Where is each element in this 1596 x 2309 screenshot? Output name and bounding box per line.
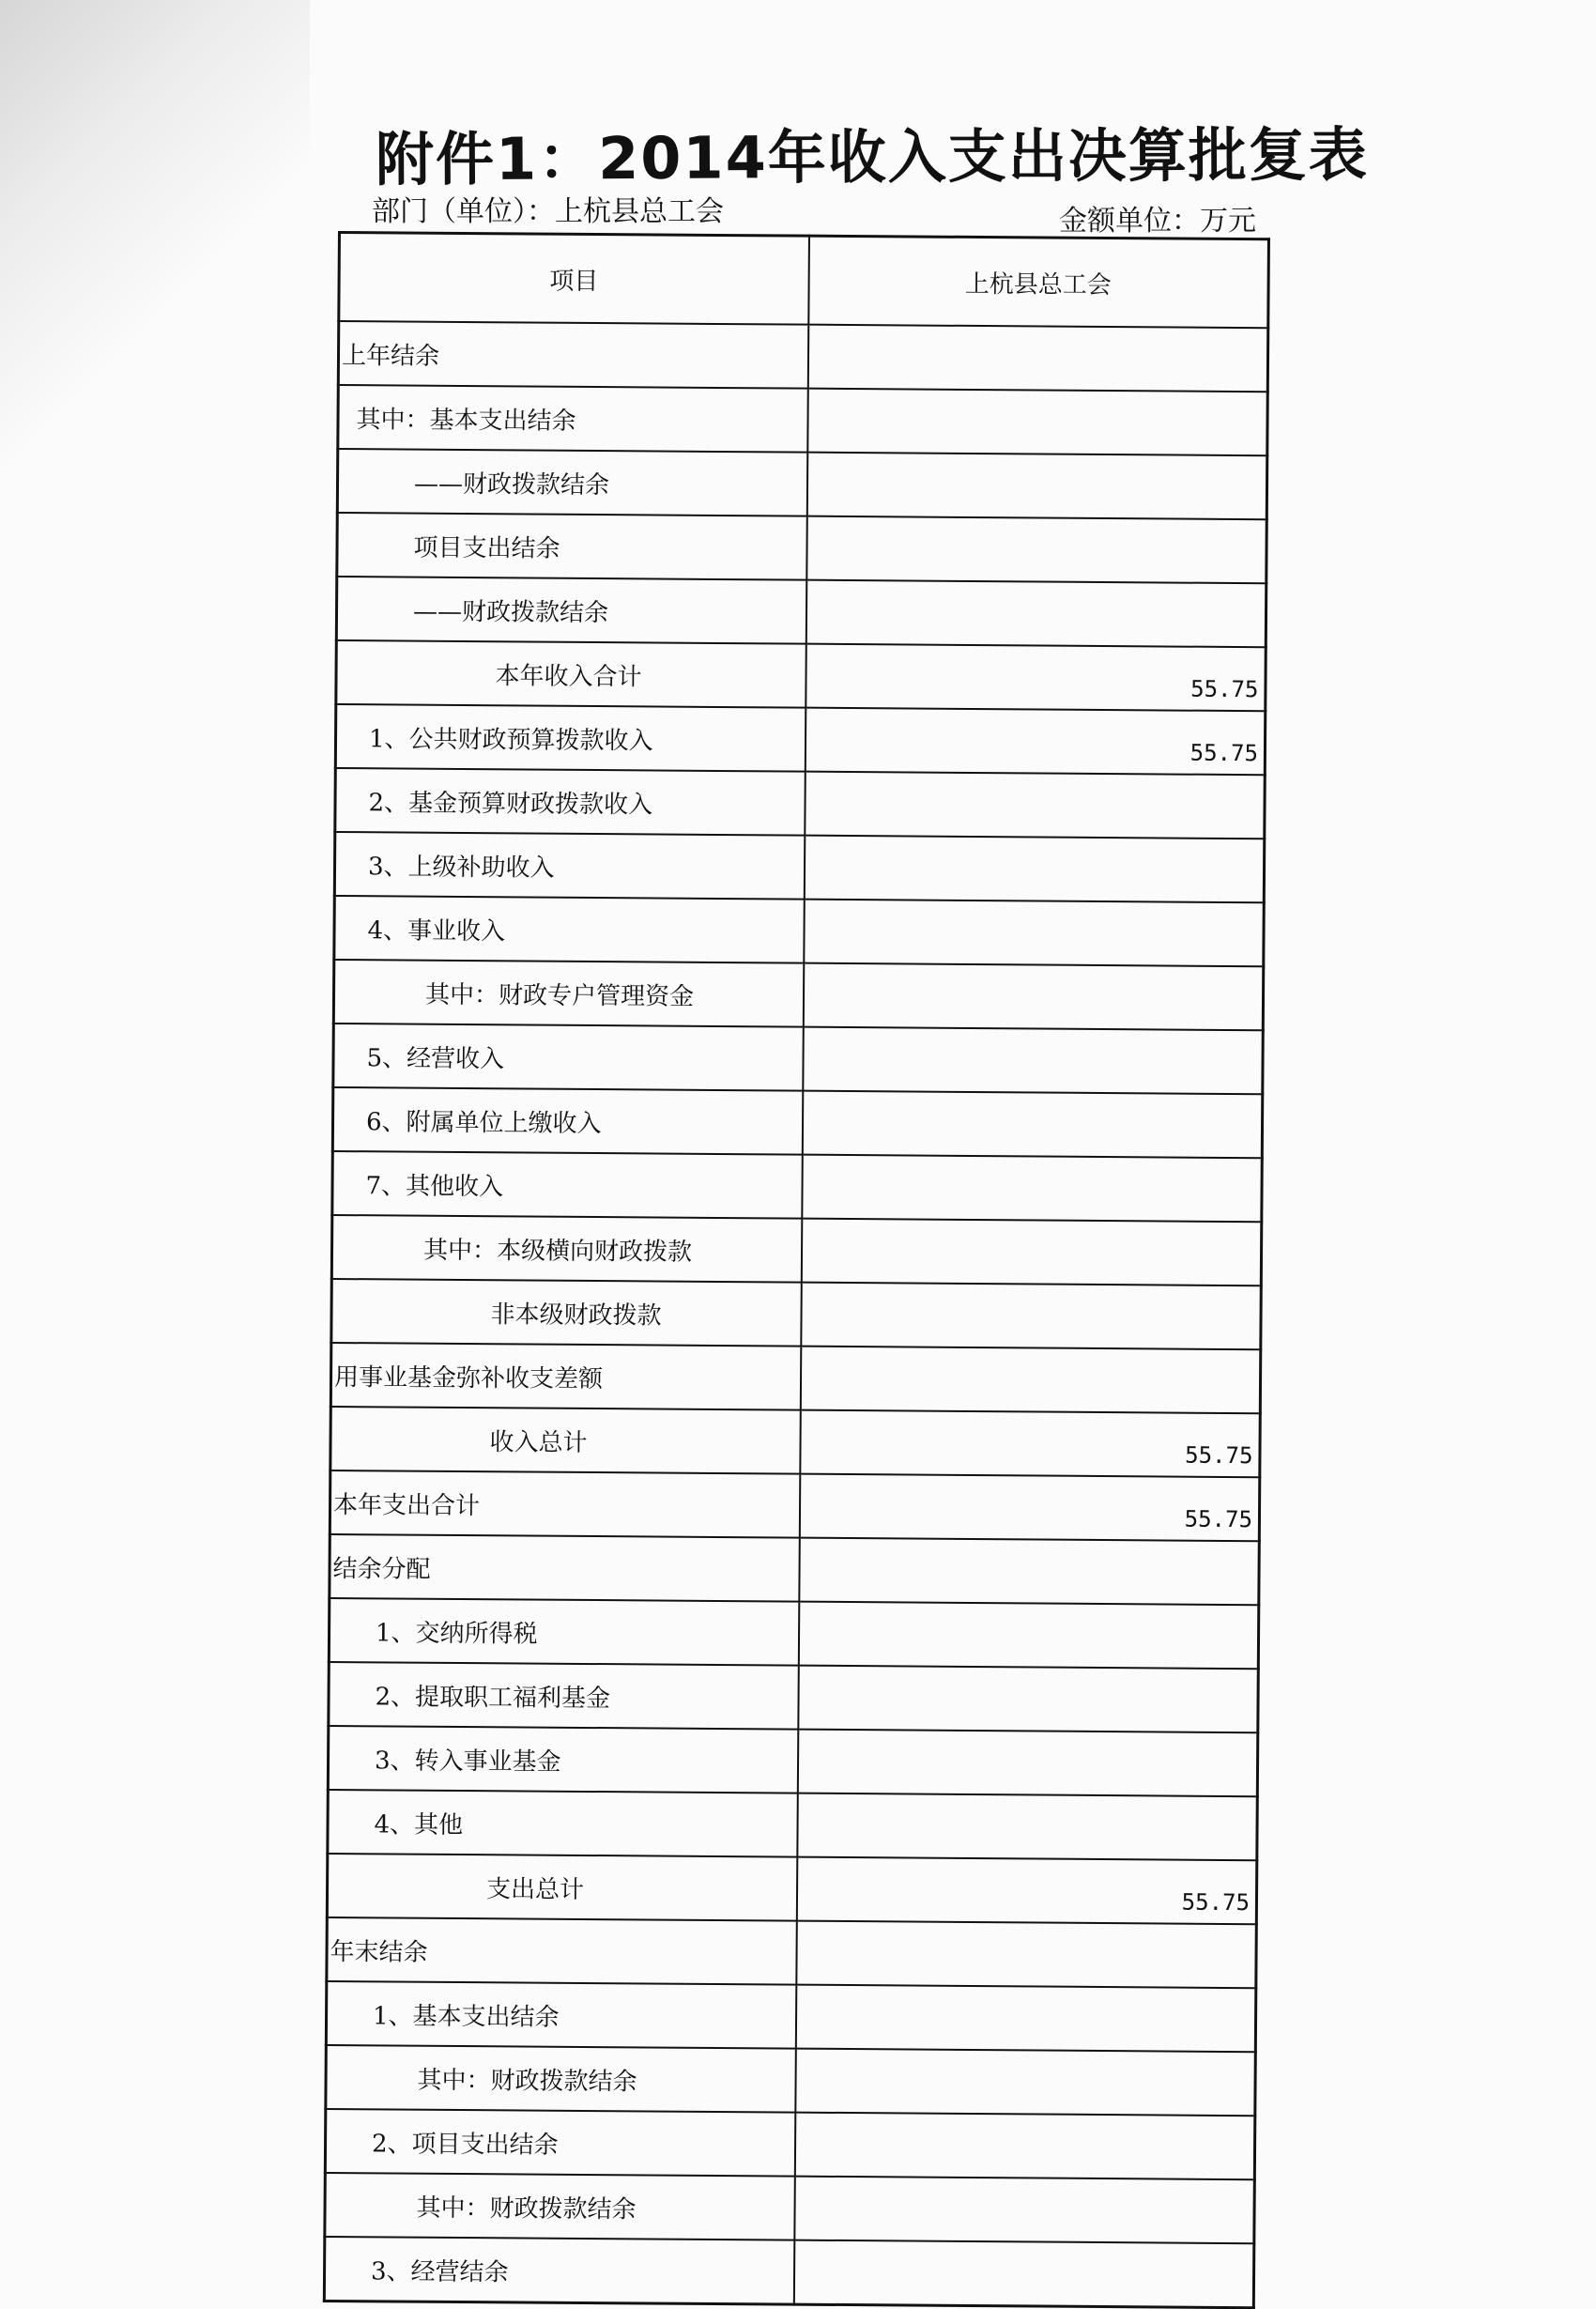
row-value bbox=[798, 1602, 1258, 1670]
row-label: 其中：财政拨款结余 bbox=[326, 2045, 795, 2113]
budget-table bbox=[323, 231, 1270, 2309]
table-row bbox=[331, 1215, 1261, 1285]
table-row bbox=[330, 1470, 1259, 1541]
table-row bbox=[330, 1534, 1259, 1605]
table-row bbox=[332, 1151, 1262, 1222]
row-label: 3、转入事业基金 bbox=[328, 1726, 797, 1793]
row-value bbox=[806, 580, 1266, 648]
table-row bbox=[338, 385, 1267, 455]
row-label: 年末结余 bbox=[327, 1917, 796, 1985]
row-value bbox=[805, 772, 1265, 839]
row-value bbox=[807, 389, 1267, 456]
row-label: 本年支出合计 bbox=[330, 1470, 799, 1538]
row-label: 其中：财政专户管理资金 bbox=[333, 960, 803, 1027]
row-label: 2、提取职工福利基金 bbox=[329, 1662, 798, 1730]
row-label: 上年结余 bbox=[338, 321, 807, 389]
amount-unit-label: 金额单位：万元 bbox=[1059, 205, 1256, 238]
row-value bbox=[803, 1027, 1263, 1095]
table-row bbox=[333, 960, 1263, 1030]
row-label: 支出总计 bbox=[327, 1854, 796, 1921]
row-value bbox=[798, 1666, 1258, 1733]
row-label: 其中：财政拨款结余 bbox=[325, 2173, 794, 2240]
row-value: 55.75 bbox=[805, 708, 1265, 776]
row-label: 2、基金预算财政拨款收入 bbox=[335, 768, 805, 836]
table-row bbox=[330, 1343, 1260, 1413]
budget-table-container bbox=[323, 231, 1267, 2309]
row-value: 55.75 bbox=[806, 644, 1266, 712]
row-value bbox=[802, 1155, 1262, 1223]
table-row bbox=[328, 1726, 1257, 1796]
row-value bbox=[804, 900, 1264, 967]
row-label: 本年收入合计 bbox=[336, 640, 806, 708]
table-row bbox=[334, 896, 1264, 966]
table-row bbox=[332, 1087, 1262, 1158]
table-row bbox=[324, 2237, 1253, 2308]
row-label: 4、事业收入 bbox=[334, 896, 804, 963]
table-row bbox=[325, 2173, 1254, 2243]
row-label: 项目支出结余 bbox=[337, 513, 806, 580]
table-row bbox=[334, 832, 1264, 902]
header-unit-name: 上杭县总工会 bbox=[808, 236, 1269, 328]
row-value: 55.75 bbox=[796, 1857, 1256, 1925]
table-row bbox=[327, 1854, 1256, 1924]
row-value bbox=[797, 1793, 1257, 1861]
table-row bbox=[337, 513, 1266, 583]
row-label: 1、交纳所得税 bbox=[329, 1598, 798, 1666]
table-row bbox=[326, 1981, 1255, 2052]
row-value bbox=[804, 836, 1264, 903]
table-row bbox=[331, 1279, 1261, 1349]
row-value bbox=[803, 963, 1263, 1031]
row-label: 2、项目支出结余 bbox=[325, 2109, 794, 2177]
row-label: 7、其他收入 bbox=[332, 1151, 802, 1219]
table-row bbox=[327, 1917, 1256, 1988]
row-label: 1、基本支出结余 bbox=[326, 1981, 795, 2049]
table-row bbox=[329, 1662, 1258, 1732]
row-label: 4、其他 bbox=[328, 1790, 797, 1857]
row-label: 其中：基本支出结余 bbox=[338, 385, 807, 453]
row-value: 55.75 bbox=[799, 1474, 1259, 1542]
row-label: ——财政拨款结余 bbox=[337, 449, 806, 516]
row-value bbox=[801, 1219, 1261, 1286]
row-value: 55.75 bbox=[800, 1410, 1260, 1478]
row-label: 收入总计 bbox=[330, 1407, 800, 1474]
table-row bbox=[328, 1790, 1257, 1860]
row-label: 非本级财政拨款 bbox=[331, 1279, 801, 1347]
row-value bbox=[801, 1283, 1261, 1350]
row-value bbox=[807, 325, 1267, 393]
table-row bbox=[333, 1024, 1263, 1094]
row-value bbox=[802, 1091, 1262, 1159]
row-value bbox=[797, 1730, 1257, 1797]
table-row bbox=[336, 640, 1266, 711]
row-label: 3、上级补助收入 bbox=[334, 832, 804, 900]
row-label: 用事业基金弥补收支差额 bbox=[330, 1343, 800, 1410]
document-title: 附件1：2014年收入支出决算批复表 bbox=[375, 119, 1369, 194]
row-value bbox=[795, 2049, 1255, 2117]
table-row bbox=[337, 449, 1266, 519]
table-row bbox=[338, 321, 1267, 392]
row-value bbox=[806, 453, 1266, 520]
row-value bbox=[806, 516, 1266, 584]
row-value bbox=[793, 2240, 1253, 2308]
table-row bbox=[325, 2109, 1254, 2179]
table-row bbox=[335, 704, 1265, 775]
row-value bbox=[794, 2177, 1254, 2244]
table-row bbox=[335, 768, 1265, 839]
page-fold-shadow bbox=[0, 0, 310, 488]
row-label: 1、公共财政预算拨款收入 bbox=[335, 704, 805, 772]
row-value bbox=[794, 2113, 1254, 2180]
row-label: 其中：本级横向财政拨款 bbox=[331, 1215, 801, 1283]
row-value bbox=[799, 1538, 1259, 1606]
table-row bbox=[329, 1598, 1258, 1669]
row-label: 6、附属单位上缴收入 bbox=[332, 1087, 802, 1155]
row-label: 3、经营结余 bbox=[324, 2237, 793, 2304]
table-row bbox=[336, 577, 1266, 647]
table-row bbox=[326, 2045, 1255, 2116]
department-label: 部门（单位）：上杭县总工会 bbox=[372, 195, 724, 228]
row-value bbox=[795, 1985, 1255, 2053]
header-item: 项目 bbox=[339, 233, 809, 325]
table-row bbox=[330, 1407, 1260, 1477]
row-value bbox=[796, 1921, 1256, 1989]
row-label: 结余分配 bbox=[330, 1534, 799, 1602]
row-label: 5、经营收入 bbox=[333, 1024, 803, 1091]
row-label: ——财政拨款结余 bbox=[336, 577, 806, 644]
row-value bbox=[800, 1347, 1260, 1414]
table-header-row bbox=[339, 233, 1269, 329]
